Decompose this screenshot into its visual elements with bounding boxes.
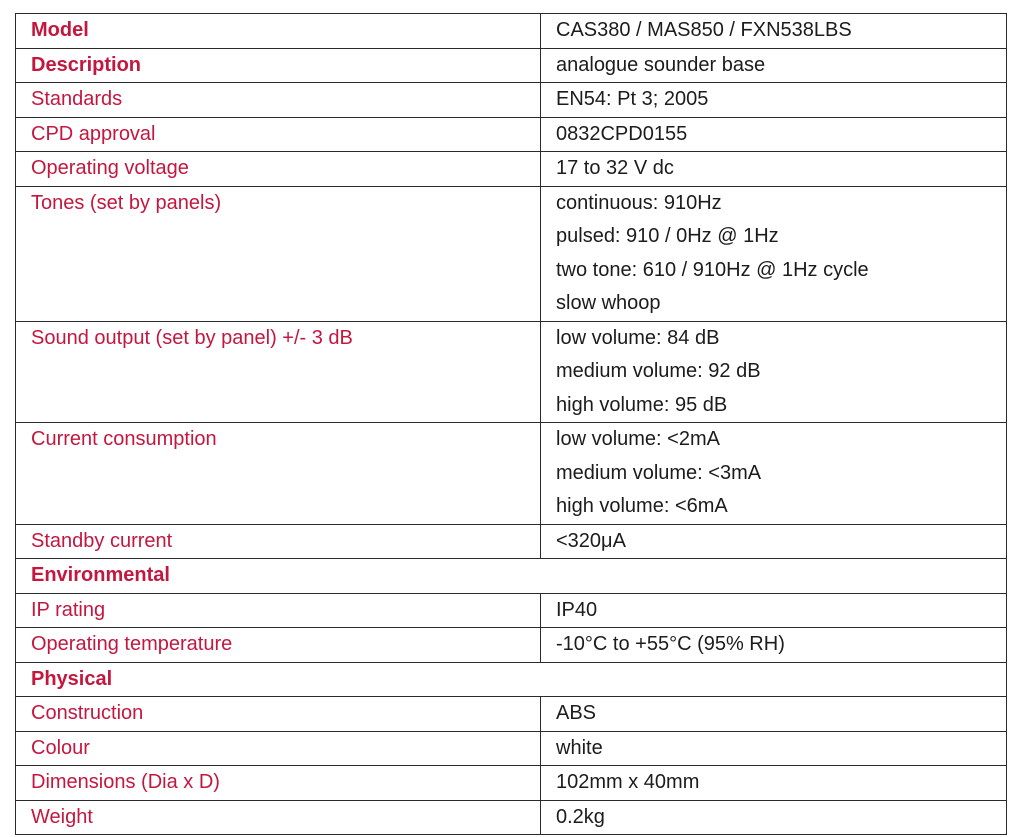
spec-label: Operating temperature [16, 628, 541, 663]
spec-value: 17 to 32 V dc [541, 152, 1007, 187]
spec-value: 0.2kg [541, 800, 1007, 835]
spec-label: Standards [16, 83, 541, 118]
spec-label: Dimensions (Dia x D) [16, 766, 541, 801]
spec-row-description [16, 48, 1007, 83]
spec-value-list [541, 186, 1007, 321]
spec-label: IP rating [16, 593, 541, 628]
section-heading-environmental [16, 559, 1007, 594]
section-heading: Physical [16, 662, 1007, 697]
spec-row-standby-current [16, 524, 1007, 559]
spec-value: CAS380 / MAS850 / FXN538LBS [541, 14, 1007, 49]
spec-row-ip-rating [16, 593, 1007, 628]
spec-value: ABS [541, 697, 1007, 732]
spec-value-line: continuous: 910Hz [556, 191, 722, 214]
spec-value-line: medium volume: <3mA [556, 461, 762, 484]
spec-value-line: medium volume: 92 dB [556, 360, 761, 382]
spec-label: Current consumption [16, 423, 541, 525]
spec-row-standards [16, 83, 1007, 118]
spec-label: Description [16, 48, 541, 83]
spec-row-cpd-approval [16, 117, 1007, 152]
spec-value-list [541, 321, 1007, 423]
spec-row-tones [16, 186, 1007, 321]
spec-label: Model [16, 14, 541, 49]
spec-value-line: low volume: <2mA [556, 428, 720, 450]
spec-label: Sound output (set by panel) +/- 3 dB [16, 321, 541, 423]
section-heading-physical [16, 662, 1007, 697]
spec-row-dimensions [16, 766, 1007, 801]
spec-value: 102mm x 40mm [541, 766, 1007, 801]
spec-value: -10°C to +55°C (95% RH) [541, 628, 1007, 663]
spec-value-line: slow whoop [556, 292, 661, 314]
spec-row-weight [16, 800, 1007, 835]
spec-value: IP40 [541, 593, 1007, 628]
section-heading: Environmental [16, 559, 1007, 594]
spec-label: Colour [16, 731, 541, 766]
spec-value: white [541, 731, 1007, 766]
spec-value-list [541, 423, 1007, 525]
spec-value-line: high volume: <6mA [556, 495, 728, 517]
spec-row-construction [16, 697, 1007, 732]
spec-value: EN54: Pt 3; 2005 [541, 83, 1007, 118]
spec-row-current-consumption [16, 423, 1007, 525]
spec-value-line: pulsed: 910 / 0Hz @ 1Hz [556, 225, 779, 247]
spec-value-line: two tone: 610 / 910Hz @ 1Hz cycle [556, 258, 869, 281]
spec-label: Construction [16, 697, 541, 732]
spec-row-operating-temperature [16, 628, 1007, 663]
spec-row-colour [16, 731, 1007, 766]
specification-table [15, 13, 1007, 835]
specification-table-body [16, 14, 1007, 835]
spec-row-model [16, 14, 1007, 49]
spec-value: <320μA [541, 524, 1007, 559]
spec-row-sound-output [16, 321, 1007, 423]
spec-label: CPD approval [16, 117, 541, 152]
spec-value-line: high volume: 95 dB [556, 393, 728, 416]
spec-value: 0832CPD0155 [541, 117, 1007, 152]
spec-row-operating-voltage [16, 152, 1007, 187]
spec-label: Tones (set by panels) [16, 186, 541, 321]
spec-value-line: low volume: 84 dB [556, 326, 720, 349]
spec-label: Operating voltage [16, 152, 541, 187]
spec-value: analogue sounder base [541, 48, 1007, 83]
spec-label: Standby current [16, 524, 541, 559]
spec-label: Weight [16, 800, 541, 835]
